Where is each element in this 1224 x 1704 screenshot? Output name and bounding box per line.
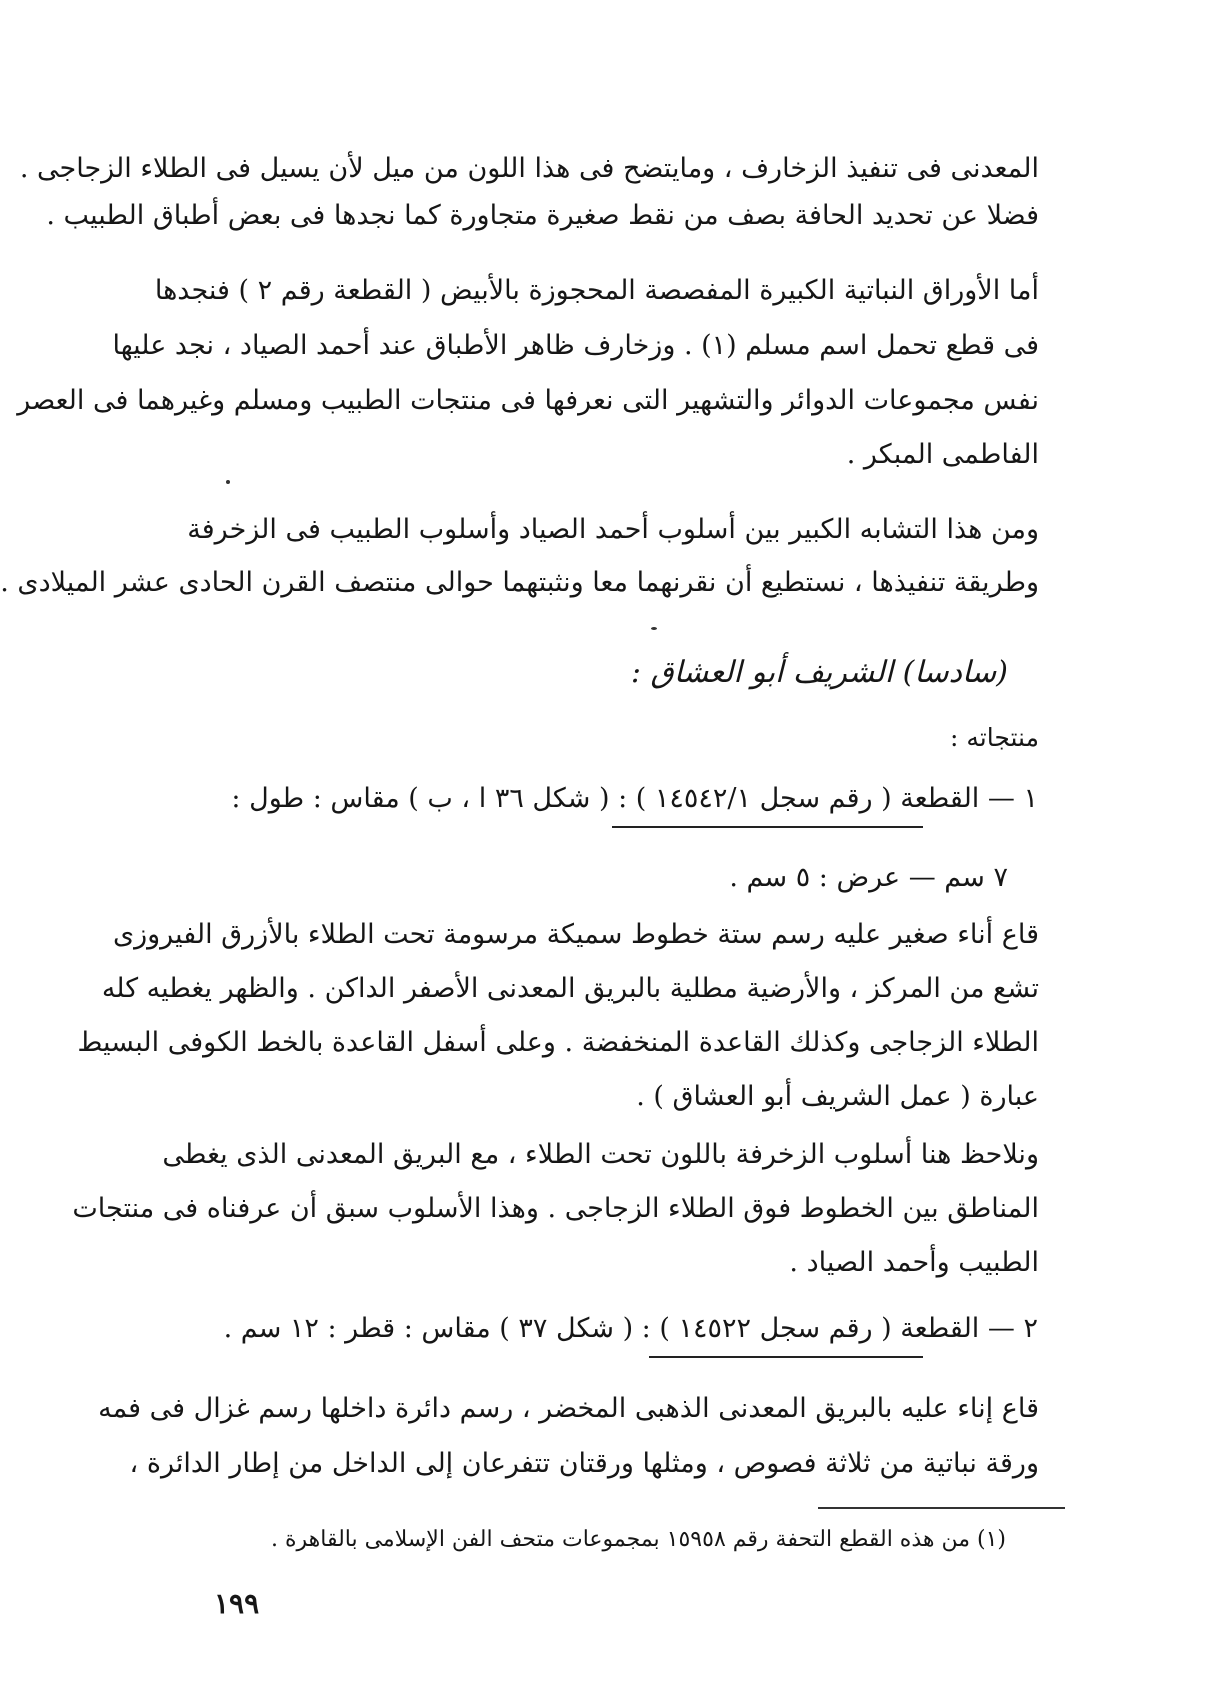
paragraph-3-line-1: ومن هذا التشابه الكبير بين أسلوب أحمد الصياد وأسلوب الطبيب فى الزخرفة xyxy=(187,514,1039,545)
products-label: منتجاته : xyxy=(950,723,1039,752)
paragraph-1-line-1: المعدنى فى تنفيذ الزخارف ، ومايتضح فى هذا اللون من ميل لأن يسيل فى الطلاء الزجاجى . xyxy=(19,153,1039,184)
paragraph-4-line-3: الطلاء الزجاجى وكذلك القاعدة المنخفضة . وعلى أسفل القاعدة بالخط الكوفى البسيط xyxy=(77,1027,1039,1058)
paragraph-4-line-2: تشع من المركز ، والأرضية مطلية بالبريق المعدنى الأصفر الداكن . والظهر يغطيه كله xyxy=(101,973,1039,1004)
paragraph-5-line-2: المناطق بين الخطوط فوق الطلاء الزجاجى . وهذا الأسلوب سبق أن عرفناه فى منتجات xyxy=(72,1193,1039,1224)
footnote: (١) من هذه القطع التحفة رقم ١٥٩٥٨ بمجموعات متحف الفن الإسلامى بالقاهرة . xyxy=(270,1527,1006,1552)
paragraph-2-line-3: نفس مجموعات الدوائر والتشهير التى نعرفها فى منتجات الطبيب ومسلم وغيرهما فى العصر xyxy=(17,385,1039,416)
page-number: ١٩٩ xyxy=(214,1587,260,1620)
item-2-underline xyxy=(649,1356,923,1358)
paragraph-2-line-2: فى قطع تحمل اسم مسلم (١) . وزخارف ظاهر الأطباق عند أحمد الصياد ، نجد عليها xyxy=(112,330,1039,361)
paragraph-5-line-1: ونلاحظ هنا أسلوب الزخرفة باللون تحت الطلاء ، مع البريق المعدنى الذى يغطى xyxy=(162,1139,1039,1170)
paragraph-6-line-2: ورقة نباتية من ثلاثة فصوص ، ومثلها ورقتان تتفرعان إلى الداخل من إطار الدائرة ، xyxy=(129,1448,1039,1479)
footnote-separator xyxy=(818,1507,1065,1509)
paragraph-6-line-1: قاع إناء عليه بالبريق المعدنى الذهبى المخضر ، رسم دائرة داخلها رسم غزال فى فمه xyxy=(98,1393,1039,1424)
ink-speck xyxy=(651,627,657,630)
item-1-underline xyxy=(612,826,923,828)
item-1-dimensions: ٧ سم — عرض : ٥ سم . xyxy=(729,862,1008,893)
paragraph-5-line-3: الطبيب وأحمد الصياد . xyxy=(789,1247,1039,1278)
paragraph-3-line-2: وطريقة تنفيذها ، نستطيع أن نقرنهما معا ونثبتهما حوالى منتصف القرن الحادى عشر الميلادى . xyxy=(0,567,1039,598)
paragraph-4-line-4: عبارة ( عمل الشريف أبو العشاق ) . xyxy=(636,1081,1039,1112)
paragraph-2-line-1: أما الأوراق النباتية الكبيرة المفصصة المحجوزة بالأبيض ( القطعة رقم ٢ ) فنجدها xyxy=(154,275,1039,306)
paragraph-4-line-1: قاع أناء صغير عليه رسم ستة خطوط سميكة مرسومة تحت الطلاء بالأزرق الفيروزى xyxy=(112,919,1039,950)
item-2-title: ٢ — القطعة ( رقم سجل ١٤٥٢٢ ) : ( شكل ٣٧ ) مقاس : قطر : ١٢ سم . xyxy=(223,1313,1038,1344)
ink-speck xyxy=(226,480,230,484)
paragraph-1-line-2: فضلا عن تحديد الحافة بصف من نقط صغيرة متجاورة كما نجدها فى بعض أطباق الطبيب . xyxy=(46,200,1039,231)
paragraph-2-line-4: الفاطمى المبكر . xyxy=(846,439,1039,470)
item-1-title: ١ — القطعة ( رقم سجل ١٤٥٤٢/١ ) : ( شكل ٣٦ ا ، ب ) مقاس : طول : xyxy=(231,783,1038,814)
section-heading: (سادسا) الشريف أبو العشاق : xyxy=(630,655,1008,690)
